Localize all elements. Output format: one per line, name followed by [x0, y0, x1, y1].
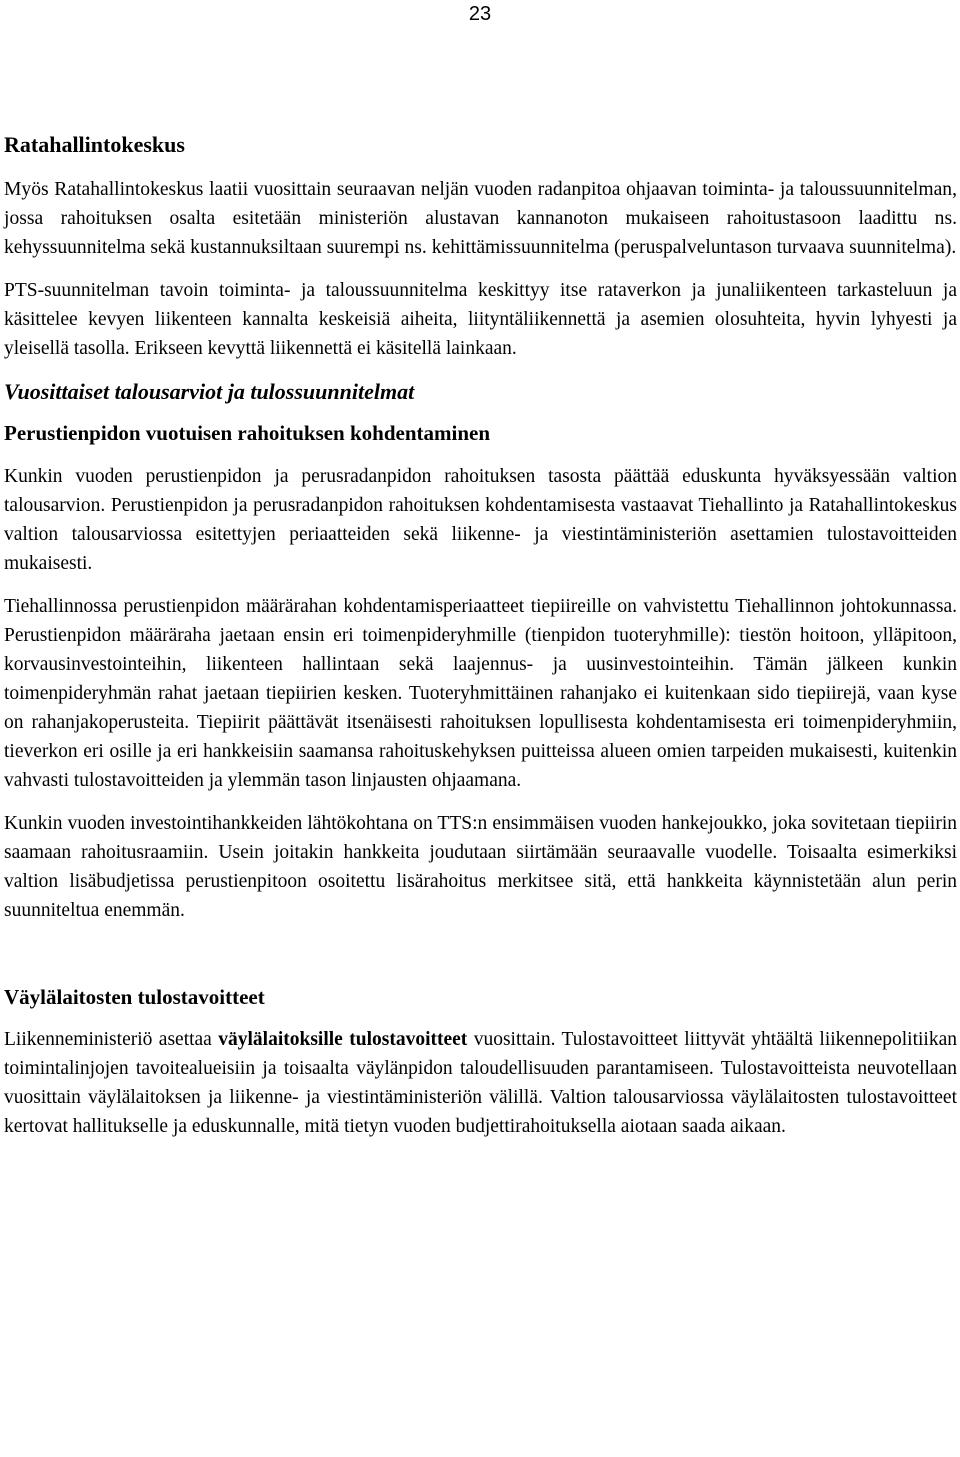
emphasis-vaylalaitoksille-tulostavoitteet: väylälaitoksille tulostavoitteet [218, 1029, 468, 1050]
section-heading-vaylalaitokset: Väylälaitosten tulostavoitteet [4, 985, 265, 1009]
page-number: 23 [468, 3, 492, 25]
paragraph-tulostavoitteet [4, 1025, 957, 1141]
paragraph-pts-suunnitelma: PTS-suunnitelman tavoin toiminta- ja taloussuunnitelma keskittyy itse rataverkon ja junaliikenteen tarkasteluun ja käsittelee kevyen liikenteen kannalta keskeisiä aiheita, liityntäliikennettä ja asemien olosuhteita, hyvin lyhyesti ja yleisellä tasolla. Erikseen kevyttä liikennettä ei käsitellä lainkaan. [4, 280, 957, 359]
paragraph-eduskunta-paattaa: Kunkin vuoden perustienpidon ja perusradanpidon rahoituksen tasosta päättää eduskunta hyväksyessään valtion talousarvion. Perustienpidon ja perusradanpidon rahoituksen kohdentamisesta vastaavat Tiehallinto ja Ratahallintokeskus valtion talousarviossa esitettyjen periaatteiden sekä liikenne- ja viestintäministeriön asettamien tulostavoitteiden mukaisesti. [4, 466, 957, 574]
paragraph-ratahallinto-intro: Myös Ratahallintokeskus laatii vuosittain seuraavan neljän vuoden radanpitoa ohjaavan toiminta- ja taloussuunnitelman, jossa rahoituksen osalta esitetään ministeriön alustavan kannanoton mukaiseen rahoitustasoon laadittu ns. kehyssuunnitelma sekä kustannuksiltaan suurempi ns. kehittämissuunnitelma (peruspalveluntason turvaava suunnitelma). [4, 179, 957, 258]
document-body [4, 130, 957, 1141]
paragraph-tulostavoitteet-start: Liikenneministeriö asettaa [4, 1029, 219, 1050]
paragraph-tiehallinto-kohdentaminen: Tiehallinnossa perustienpidon määrärahan kohdentamisperiaatteet tiepiireille on vahvistettu Tiehallinnon johtokunnassa. Perustienpidon määräraha jaetaan ensin eri toimenpideryhmille (tienpidon tuoteryhmille): tiestön hoitoon, ylläpitoon, korvausinvestointeihin, liikenteen hallintaan sekä laajennus- ja uusinvestointeihin. Tämän jälkeen kunkin toimenpideryhmän rahat jaetaan tiepiirien kesken. Tuoteryhmittäinen rahanjako ei kuitenkaan sido tiepiirejä, vaan kyse on rahanjakoperusteita. Tiepiirit päättävät itsenäisesti rahoituksen lopullisesta kohdentamisesta eri toimenpideryhmiin, tieverkon eri osille ja eri hankkeisiin saamansa rahoituskehyksen puitteissa alueen omien tarpeiden mukaisesti, kuitenkin vahvasti tulostavoitteiden ja ylemmän tason linjausten ohjaamana. [4, 596, 957, 791]
paragraph-tulostavoitteet-rest: vuosittain. Tulostavoitteet liittyvät yhtäältä liikennepolitiikan toimintalinjojen tavoitealueisiin ja toisaalta väylänpidon taloudellisuuden parantamiseen. Tulostavoitteista neuvotellaan vuosittain väylälaitoksen ja liikenne- ja viestintäministeriön välillä. Valtion talousarviossa väylälaitosten tulostavoitteet kertovat hallitukselle ja eduskunnalle, mitä tietyn vuoden budjettirahoituksella aiotaan saada aikaan. [4, 1029, 957, 1137]
subheading-perustienpidon-rahoitus: Perustienpidon vuotuisen rahoituksen kohdentaminen [4, 421, 491, 445]
section-heading-vuosittaiset: Vuosittaiset talousarviot ja tulossuunnitelmat [4, 379, 415, 404]
paragraph-investointihankkeet: Kunkin vuoden investointihankkeiden lähtökohtana on TTS:n ensimmäisen vuoden hankejoukko, joka sovitetaan tiepiirin saamaan rahoitusraamiin. Usein joitakin hankkeita joudutaan siirtämään seuraavalle vuodelle. Toisaalta esimerkiksi valtion lisäbudjetissa perustienpitoon osoitettu lisärahoitus merkitsee sitä, että hankkeita käynnistetään alun perin suunniteltua enemmän. [4, 813, 957, 921]
section-heading-ratahallintokeskus: Ratahallintokeskus [4, 132, 185, 157]
